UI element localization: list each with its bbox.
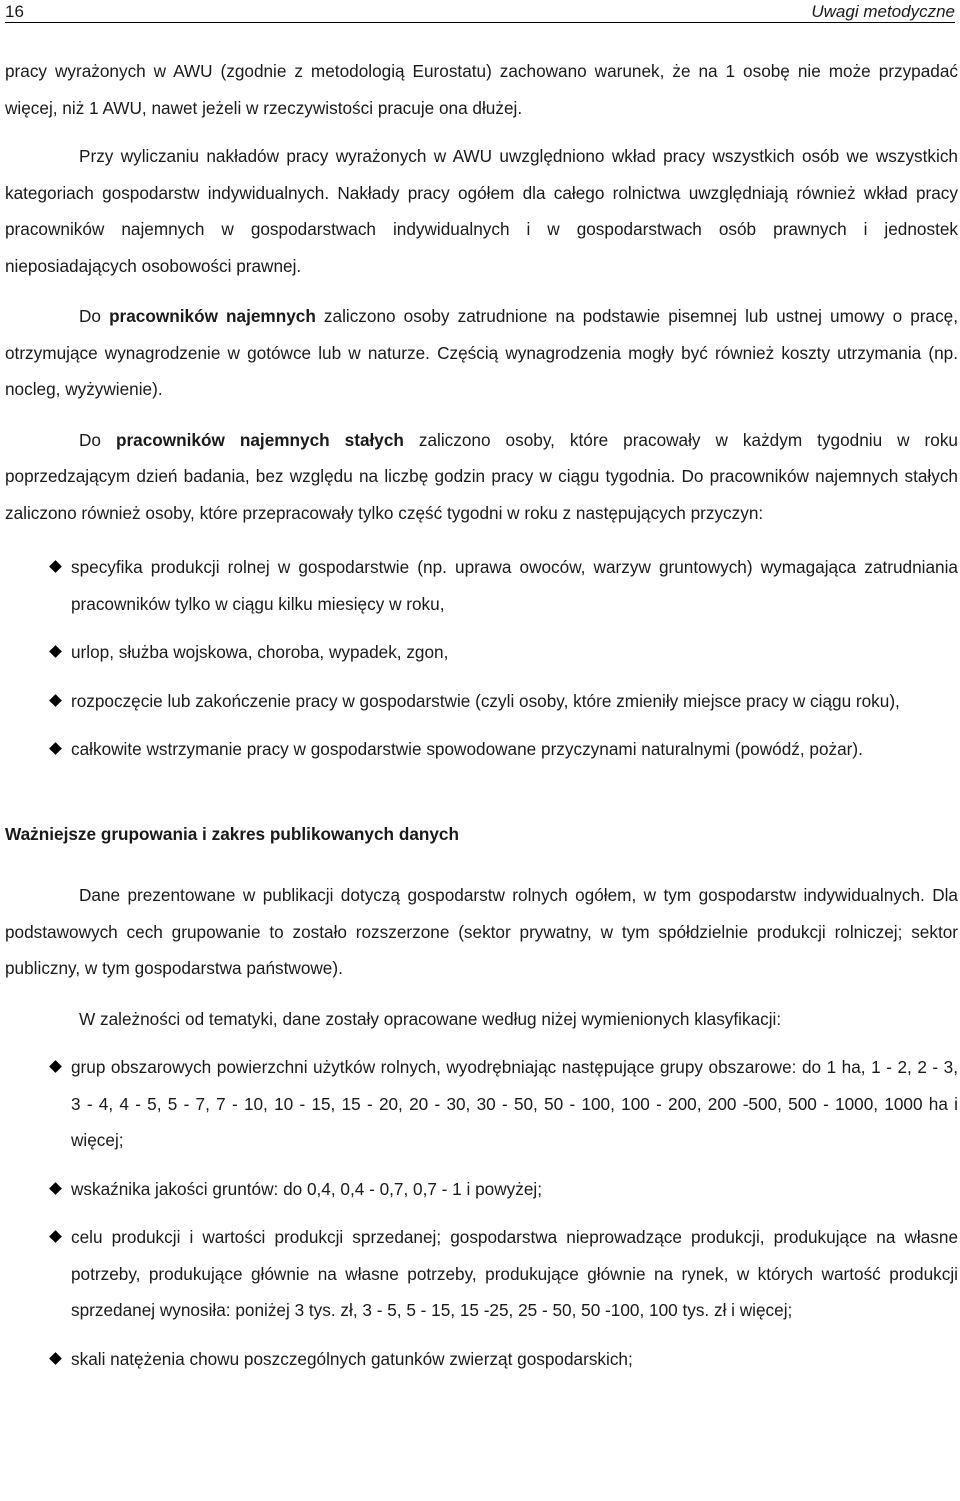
list-item-text: grup obszarowych powierzchni użytków rolnych, wyodrębniając następujące grupy obszarowe: do 1 ha, 1 - 2, 2 - 3, 3 - 4, 4 - 5, 5 - 7, 7 - 10, 10 - 15, 15 - 20, 20 - 30, 30 - 50, 50 - 100, 100 - 200, 200 -500, 500 - 1000, 1000 ha i więcej; xyxy=(71,1057,958,1150)
diamond-bullet-icon xyxy=(49,1352,62,1365)
list-item xyxy=(5,731,958,768)
term-hired-workers: pracowników najemnych xyxy=(109,306,316,326)
page-content xyxy=(5,23,958,1377)
list-item xyxy=(5,683,958,720)
list-item xyxy=(5,634,958,671)
list-item-text: rozpoczęcie lub zakończenie pracy w gospodarstwie (czyli osoby, które zmieniły miejsce pracy w ciągu roku), xyxy=(71,690,900,711)
diamond-bullet-icon xyxy=(49,742,62,755)
list-item-text: wskaźnika jakości gruntów: do 0,4, 0,4 - 0,7, 0,7 - 1 i powyżej; xyxy=(71,1178,542,1199)
list-item-text: całkowite wstrzymanie pracy w gospodarstwie spowodowane przyczynami naturalnymi (powódź, pożar). xyxy=(71,739,863,759)
text-run: zaliczono osoby, które pracowały w każdym tygodniu w roku poprzedzającym dzień badania, bez względu na liczbę godzin pracy w ciągu tygodnia. Do pracowników najemnych stałych zaliczono również osoby, które przepracowały tylko część tygodni w roku z następujących przyczyn: xyxy=(5,429,958,523)
diamond-bullet-icon xyxy=(49,645,62,658)
paragraph-continuation: pracy wyrażonych w AWU (zgodnie z metodologią Eurostatu) zachowano warunek, że na 1 osobę nie może przypadać więcej, niż 1 AWU, nawet jeżeli w rzeczywistości pracuje ona dłużej. xyxy=(5,61,958,118)
list-item xyxy=(5,1219,958,1329)
list-item-text: specyfika produkcji rolnej w gospodarstwie (np. uprawa owoców, warzyw gruntowych) wymagająca zatrudniania pracowników tylko w ciągu kilku miesięcy w roku, xyxy=(71,557,958,614)
paragraph-classifications: W zależności od tematyki, dane zostały opracowane według niżej wymienionych klasyfikacji: xyxy=(79,1008,782,1029)
list-item xyxy=(5,1049,958,1159)
diamond-bullet-icon xyxy=(49,1182,62,1195)
diamond-bullet-icon xyxy=(49,1060,62,1073)
running-title: Uwagi metodyczne xyxy=(811,2,955,21)
text-run: zaliczono osoby zatrudnione na podstawie pisemnej lub ustnej umowy o pracę, otrzymujące wynagrodzenie w gotówce lub w naturze. Częścią wynagrodzenia mogły być również koszty utrzymania (np. nocleg, wyżywienie). xyxy=(5,306,958,399)
text-run: Do xyxy=(79,306,110,326)
page-number: 16 xyxy=(5,2,24,21)
paragraph-awu-labor: Przy wyliczaniu nakładów pracy wyrażonych w AWU uwzględniono wkład pracy wszystkich osób we wszystkich kategoriach gospodarstw indywidualnych. Nakłady pracy ogółem dla całego rolnictwa uwzględniają również wkład pracy pracowników najemnych w gospodarstwach indywidualnych i w gospodarstwach osób prawnych i jednostek nieposiadających osobowości prawnej. xyxy=(5,146,958,276)
classifications-list xyxy=(5,1049,958,1377)
reasons-list xyxy=(5,549,958,768)
text-run: Do xyxy=(79,429,116,450)
page-header xyxy=(5,0,955,23)
list-item xyxy=(5,1341,958,1378)
diamond-bullet-icon xyxy=(49,1230,62,1243)
paragraph-permanent-workers xyxy=(5,422,958,532)
paragraph-hired-workers xyxy=(5,298,958,408)
list-item xyxy=(5,549,958,622)
list-item xyxy=(5,1171,958,1208)
section-heading: Ważniejsze grupowania i zakres publikowanych danych xyxy=(5,823,459,844)
diamond-bullet-icon xyxy=(49,694,62,707)
list-item-text: celu produkcji i wartości produkcji sprzedanej; gospodarstwa nieprowadzące produkcji, produkujące na własne potrzeby, produkujące głównie na własne potrzeby, produkujące głównie na rynek, w których wartość produkcji sprzedanej wynosiła: poniżej 3 tys. zł, 3 - 5, 5 - 15, 15 -25, 25 - 50, 50 -100, 100 tys. zł i więcej; xyxy=(71,1227,958,1320)
term-permanent-workers: pracowników najemnych stałych xyxy=(115,429,404,450)
paragraph-scope: Dane prezentowane w publikacji dotyczą gospodarstw rolnych ogółem, w tym gospodarstw indywidualnych. Dla podstawowych cech grupowanie to zostało rozszerzone (sektor prywatny, w tym spółdzielnie produkcji rolniczej; sektor publiczny, w tym gospodarstwa państwowe). xyxy=(5,885,958,978)
list-item-text: urlop, służba wojskowa, choroba, wypadek, zgon, xyxy=(71,642,449,662)
list-item-text: skali natężenia chowu poszczególnych gatunków zwierząt gospodarskich; xyxy=(71,1348,633,1369)
diamond-bullet-icon xyxy=(49,560,62,573)
